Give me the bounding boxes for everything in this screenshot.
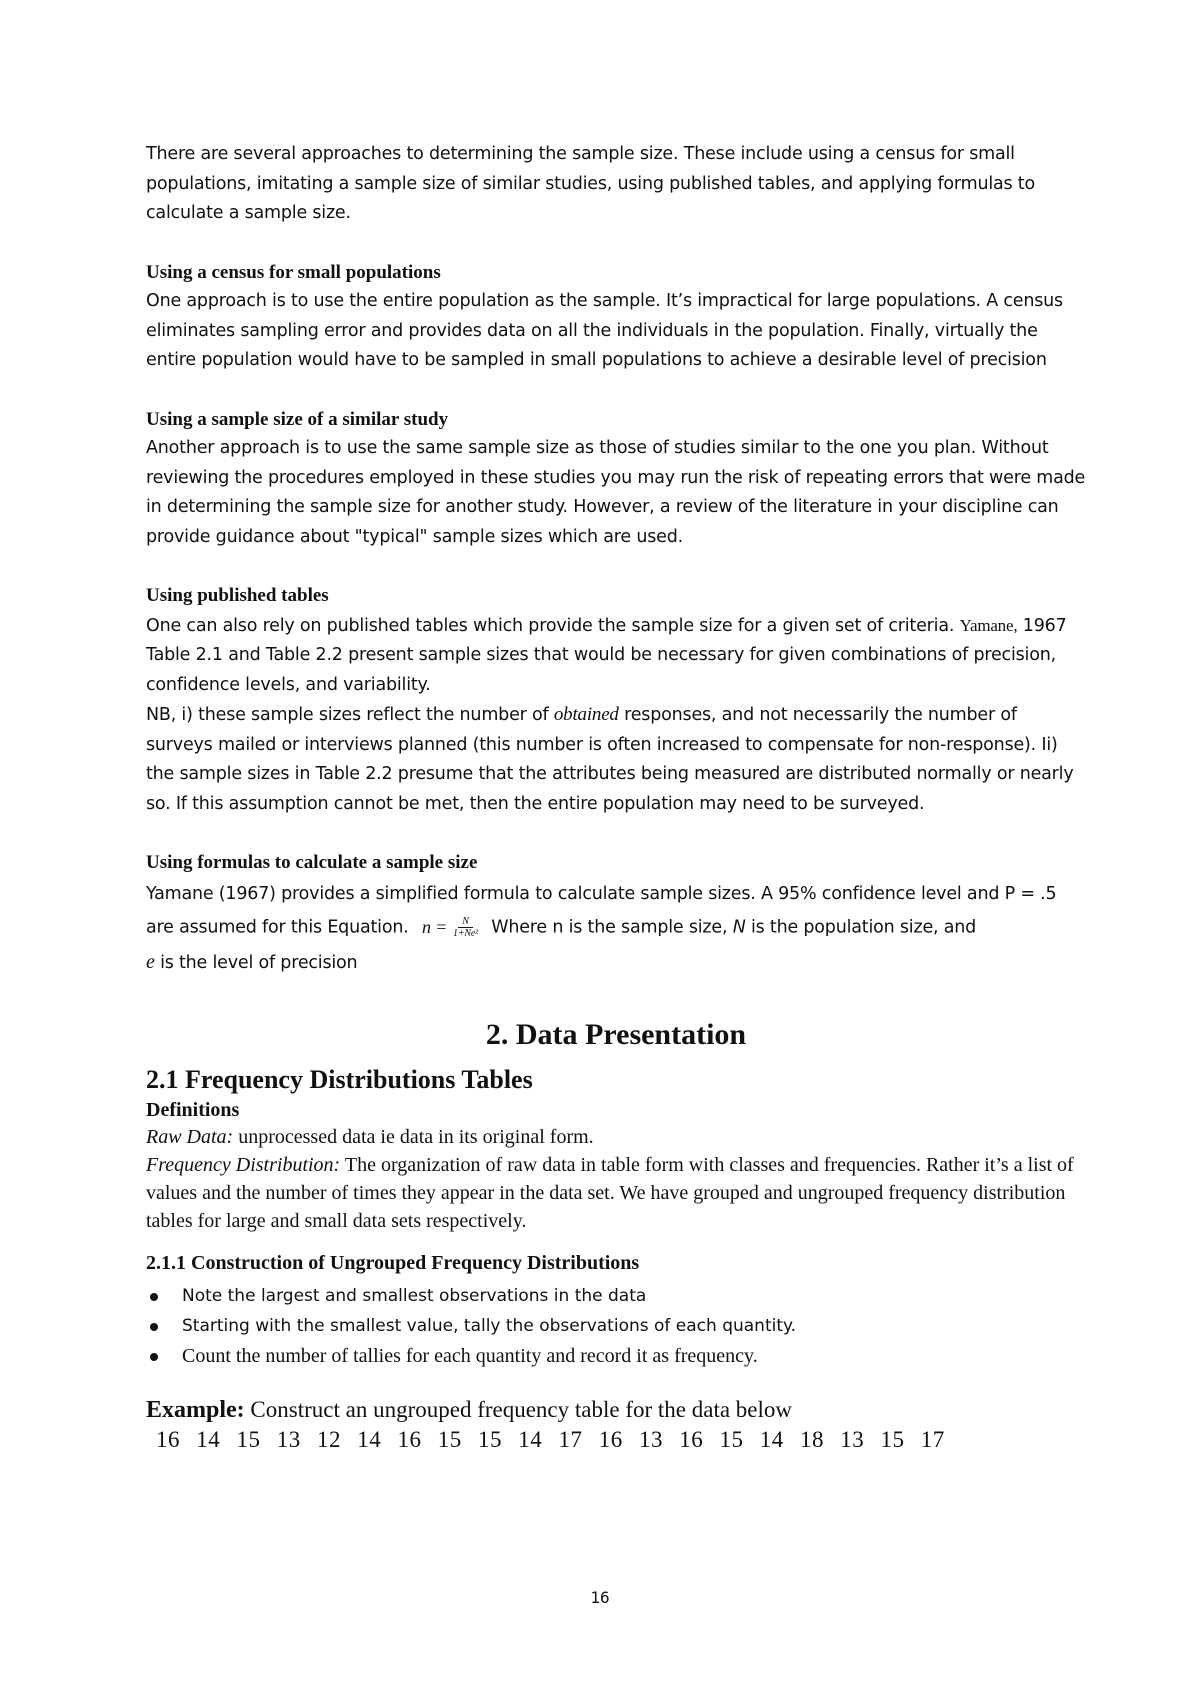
precision-line: [146, 948, 1086, 979]
construction-steps: [146, 1281, 1086, 1371]
frequency-distribution-term: Frequency Distribution:: [146, 1153, 341, 1176]
var-e: e: [146, 951, 155, 973]
raw-data-term: Raw Data:: [146, 1125, 234, 1148]
nb-lead: NB, i) these sample sizes reflect the number of: [146, 705, 549, 725]
example-data: 16 14 15 13 12 14 16 15 15 14 17 16 13 16 15 14 18 13 15 17: [156, 1426, 945, 1452]
list-item: Starting with the smallest value, tally the observations of each quantity.: [146, 1311, 1086, 1341]
section-title: 2. Data Presentation: [485, 1017, 747, 1051]
formulas-text-1: Yamane (1967) provides a simplified formula to calculate sample sizes. A 95% confidence level and P = .5 are assumed for this Equation.: [146, 883, 1057, 937]
example-label: Example:: [146, 1396, 245, 1423]
frequency-distribution-text: The organization of raw data in table form with classes and frequencies. Rather it’s a list of values and the number of times they appear in the data set. We have grouped and ungrouped frequency distribution tables for large and small data sets respectively.: [146, 1153, 1074, 1232]
census-heading: Using a census for small populations: [146, 261, 441, 283]
formulas-paragraph: [146, 878, 1086, 945]
nb-paragraph: [146, 700, 1086, 819]
equation-lhs: n =: [421, 916, 448, 937]
subsection-title: 2.1 Frequency Distributions Tables: [146, 1064, 533, 1094]
similar-study-heading: Using a sample size of a similar study: [146, 408, 449, 430]
page-content: [146, 140, 1086, 1455]
formulas-text-4: is the level of precision: [160, 953, 358, 973]
list-item: Count the number of tallies for each quantity and record it as frequency.: [146, 1341, 1086, 1371]
nb-rest: responses, and not necessarily the number of surveys mailed or interviews planned (this number is often increased to compensate for non-response). Ii) the sample sizes in Table 2.2 presume that the attributes being measured are distributed normally or nearly so. If this assumption cannot be met, then the entire population may need to be surveyed.: [146, 705, 1074, 814]
similar-study-paragraph: Another approach is to use the same sample size as those of studies similar to the one you plan. Without reviewing the procedures employed in these studies you may run the risk of repeating errors that were made in determining the sample size for another study. However, a review of the literature in your discipline can provide guidance about "typical" sample sizes which are used.: [146, 438, 1086, 547]
bullet-icon: [150, 1323, 158, 1331]
equation-fraction: [453, 916, 478, 939]
bullet-icon: [150, 1353, 158, 1361]
raw-data-definition: [146, 1123, 1086, 1151]
bullet-icon: [150, 1293, 158, 1301]
example-statement: [146, 1395, 1086, 1425]
raw-data-text: unprocessed data ie data in its original form.: [238, 1125, 594, 1148]
census-paragraph: One approach is to use the entire population as the sample. It’s impractical for large populations. A census eliminates sampling error and provides data on all the individuals in the population. Finally, virtually the entire population would have to be sampled in small populations to achieve a desirable level of precision: [146, 291, 1063, 370]
published-tables-paragraph: [146, 611, 1086, 701]
formulas-heading: Using formulas to calculate a sample size: [146, 852, 478, 873]
intro-paragraph: There are several approaches to determining the sample size. These include using a census for small populations, imitating a sample size of similar studies, using published tables, and applying formulas to calculate a sample size.: [146, 144, 1035, 223]
yamane-equation: [422, 911, 478, 944]
tables-citation: Yamane,: [959, 615, 1018, 635]
definitions-heading: Definitions: [146, 1098, 240, 1121]
published-tables-heading: Using published tables: [146, 585, 329, 606]
formulas-text-2: Where n is the sample size,: [491, 917, 728, 937]
formulas-text-3: is the population size, and: [750, 917, 977, 937]
var-n: N: [732, 917, 746, 937]
equation-denominator: 1+Ne²: [453, 927, 478, 939]
frequency-distribution-definition: [146, 1151, 1086, 1235]
tables-text-1: One can also rely on published tables which provide the sample size for a given set of criteria.: [146, 615, 955, 636]
nb-emphasis: obtained: [553, 704, 619, 725]
list-item: Note the largest and smallest observations in the data: [146, 1281, 1086, 1311]
tables-text-2: 1967 Table 2.1 and Table 2.2 present sample sizes that would be necessary for given combinations of precision, confidence levels, and variability.: [146, 615, 1067, 695]
example-text: Construct an ungrouped frequency table for the data below: [250, 1396, 793, 1422]
equation-numerator: N: [458, 916, 472, 928]
page-number: 16: [590, 1588, 610, 1607]
construction-heading: 2.1.1 Construction of Ungrouped Frequency Distributions: [146, 1251, 640, 1274]
